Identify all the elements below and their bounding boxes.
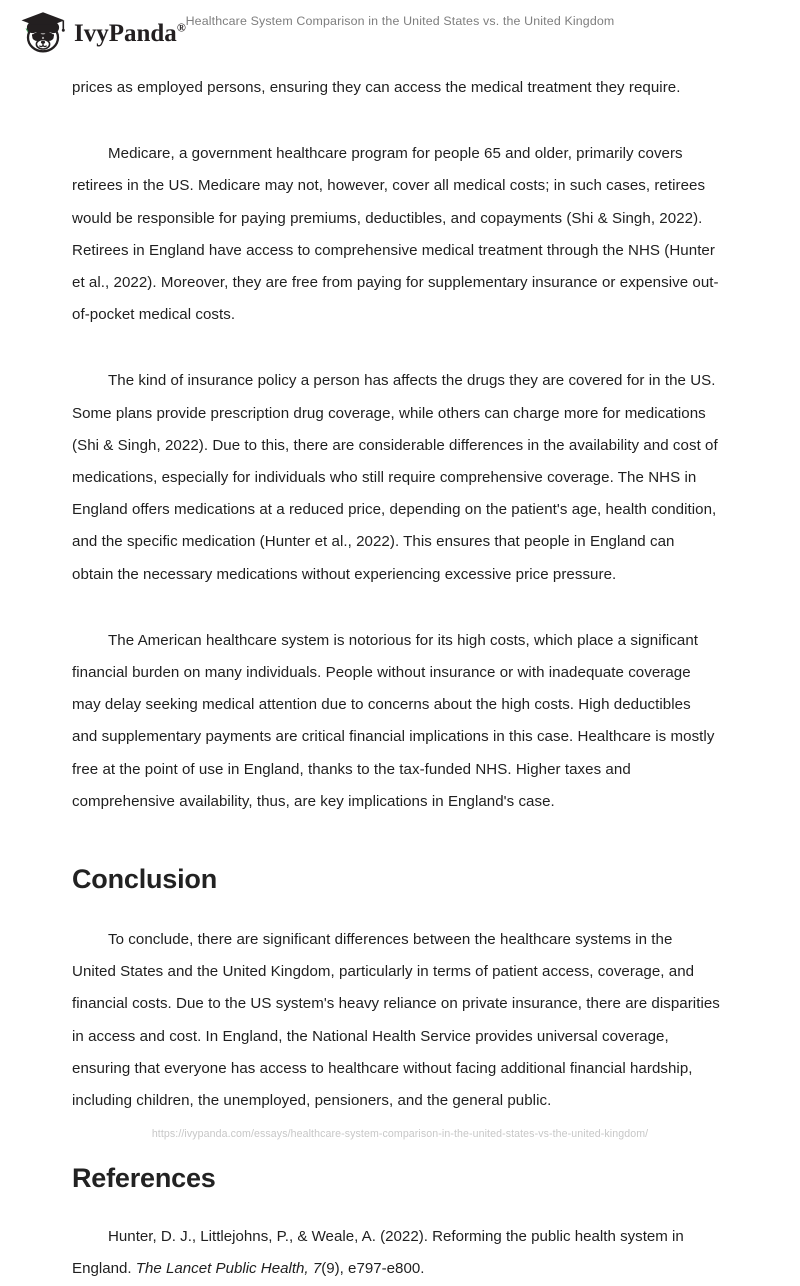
page-header [0, 0, 800, 62]
spacer-before-conclusion [72, 818, 720, 862]
paragraph-conclusion: To conclude, there are significant differences between the healthcare systems in the United States and the United Kingdom, particularly in terms of patient access, coverage, and financial costs. Due to the US system's heavy reliance on private insurance, there are disparities in access and cost. In England, the National Health Service provides universal coverage, ensuring that everyone has access to healthcare without facing additional financial hardship, including children, the unemployed, pensioners, and the general public. [72, 931, 720, 1110]
document-title-header: Healthcare System Comparison in the United States vs. the United Kingdom [185, 14, 615, 28]
footer-source-url[interactable]: https://ivypanda.com/essays/healthcare-system-comparison-in-the-united-states-vs-the-united-kingdom/ [151, 1128, 649, 1140]
brand-name-text: IvyPanda [74, 19, 177, 47]
paragraph-insurance-policy: The kind of insurance policy a person has affects the drugs they are covered for in the US. Some plans provide prescription drug coverage, while others can charge more for medications (Shi & Singh, 2022). Due to this, there are considerable differences in the availability and cost of medications, especially for individuals who still require comprehensive coverage. The NHS in England offers medications at a reduced price, depending on the patient's age, health condition, and the specific medication (Hunter et al., 2022). This ensures that people in England can obtain the necessary medications without experiencing excessive price pressure. [72, 372, 718, 583]
heading-conclusion: Conclusion [72, 864, 217, 895]
reference-entry [72, 1221, 720, 1285]
spacer-after-conclusion-heading [72, 896, 720, 924]
document-body [72, 72, 720, 1286]
paragraph-american-costs: The American healthcare system is notorious for its high costs, which place a significant financial burden on many individuals. People without insurance or with inadequate coverage may delay seeking medical attention due to concerns about the high costs. High deductibles and supplementary payments are critical financial implications in this case. Healthcare is mostly free at the point of use in England, thanks to the tax-funded NHS. Higher taxes and comprehensive availability, thus, are key implications in England's case. [72, 631, 715, 810]
registered-trademark-icon: ® [176, 20, 186, 35]
page-footer [0, 1124, 800, 1142]
reference-pages: (9), e797-e800. [321, 1260, 425, 1278]
paragraph-continuation: prices as employed persons, ensuring they can access the medical treatment they require. [72, 79, 681, 96]
heading-references: References [72, 1163, 216, 1194]
spacer-after-references-heading [72, 1195, 720, 1221]
reference-journal-volume: The Lancet Public Health, 7 [135, 1260, 322, 1278]
reference-authors-title: Hunter, D. J., Littlejohns, P., & Weale, A. (2022). Reforming the public health system in England. [72, 1228, 684, 1278]
paragraph-medicare: Medicare, a government healthcare program for people 65 and older, primarily covers retirees in the US. Medicare may not, however, cover all medical costs; in such cases, retirees would be responsible for paying premiums, deductibles, and copayments (Shi & Singh, 2022). Retirees in England have access to comprehensive medical treatment through the NHS (Hunter et al., 2022). Moreover, they are free from paying for supplementary insurance or expensive out-of-pocket medical costs. [72, 145, 719, 324]
